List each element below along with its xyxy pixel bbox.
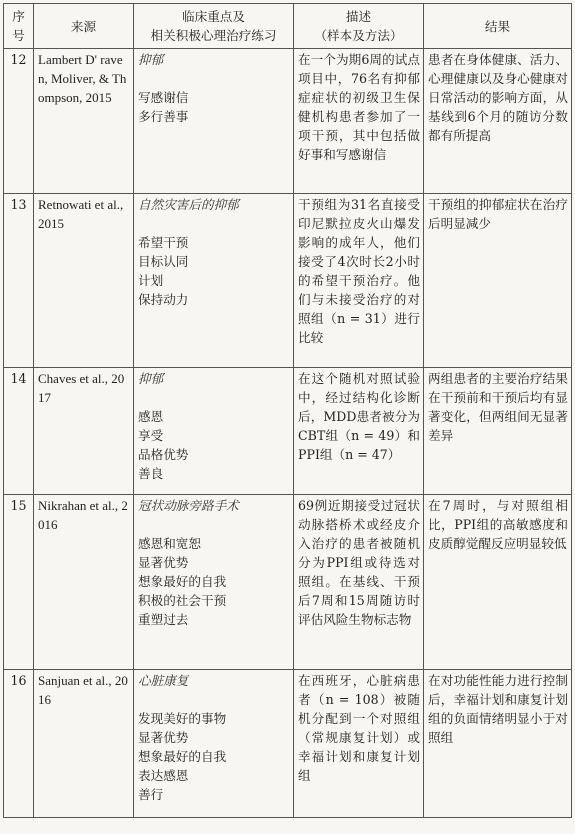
header-practice-line1: 临床重点及 — [182, 9, 245, 24]
row-description: 在一个为期6周的试点项目中，76名有抑郁症症状的初级卫生保健机构患者参加了一项干预，其中包括做好事和写感谢信 — [294, 49, 424, 194]
row-no: 15 — [4, 495, 34, 670]
exercise-item: 多行善事 — [138, 109, 189, 124]
row-result: 干预组的抑郁症状在治疗后明显减少 — [424, 194, 572, 368]
table-row — [4, 194, 572, 368]
exercise-item: 写感谢信 — [138, 90, 189, 105]
header-practice-line2: 相关积极心理治疗练习 — [150, 28, 277, 43]
row-result: 患者在身体健康、活力、心理健康以及身心健康对日常活动的影响方面，从基线到6个月的随访分数都有所提高 — [424, 49, 572, 194]
exercise-item: 想象最好的自我 — [138, 574, 227, 589]
row-description: 在这个随机对照试验中，经过结构化诊断后，MDD患者被分为CBT组（n = 49）和PPI组（n = 47） — [294, 368, 424, 495]
row-description: 干预组为31名直接受印尼默拉皮火山爆发影响的成年人，他们接受了4次时长2小时的希望干预治疗。他们与未接受治疗的对照组（n = 31）进行比较 — [294, 194, 424, 368]
header-description — [294, 4, 424, 49]
exercise-item: 感恩和宽恕 — [138, 536, 201, 551]
exercise-item: 想象最好的自我 — [138, 749, 227, 764]
exercise-item: 表达感恩 — [138, 768, 189, 783]
row-practice — [134, 49, 294, 194]
row-no: 16 — [4, 670, 34, 818]
row-no: 14 — [4, 368, 34, 495]
header-desc-line2: （样本及方法） — [314, 28, 403, 43]
exercise-item: 保持动力 — [138, 292, 189, 307]
header-result: 结果 — [424, 4, 572, 49]
row-source: Retnowati et al., 2015 — [34, 194, 134, 368]
exercise-item: 品格优势 — [138, 447, 189, 462]
row-description: 69例近期接受过冠状动脉搭桥术或经皮介入治疗的患者被随机分为PPI组或待选对照组。在基线、干预后7周和15周随访时评估风险生物标志物 — [294, 495, 424, 670]
row-source: Nikrahan et al., 2016 — [34, 495, 134, 670]
clinical-focus: 抑郁 — [138, 52, 164, 67]
row-source: Chaves et al., 2017 — [34, 368, 134, 495]
exercise-item: 希望干预 — [138, 235, 189, 250]
table-row — [4, 368, 572, 495]
table-row — [4, 495, 572, 670]
exercise-item: 重塑过去 — [138, 612, 189, 627]
row-result: 在7周时，与对照组相比，PPI组的高敏感度和皮质醇觉醒反应明显较低 — [424, 495, 572, 670]
row-source: Sanjuan et al., 2016 — [34, 670, 134, 818]
row-practice — [134, 670, 294, 818]
row-description: 在西班牙，心脏病患者（n = 108）被随机分配到一个对照组（常规康复计划）或幸福计划和康复计划组 — [294, 670, 424, 818]
header-desc-line1: 描述 — [345, 9, 372, 24]
row-no: 13 — [4, 194, 34, 368]
header-no: 序号 — [4, 4, 34, 49]
clinical-focus: 冠状动脉旁路手术 — [138, 498, 239, 513]
exercise-item: 善行 — [138, 787, 164, 802]
clinical-focus: 自然灾害后的抑郁 — [138, 197, 239, 212]
header-source: 来源 — [34, 4, 134, 49]
row-practice — [134, 194, 294, 368]
exercise-item: 享受 — [138, 428, 164, 443]
exercise-item: 发现美好的事物 — [138, 711, 227, 726]
exercise-item: 目标认同 — [138, 254, 189, 269]
row-practice — [134, 368, 294, 495]
row-result: 两组患者的主要治疗结果在干预前和干预后均有显著变化，但两组间无显著差异 — [424, 368, 572, 495]
clinical-focus: 抑郁 — [138, 371, 164, 386]
table-row — [4, 670, 572, 818]
row-no: 12 — [4, 49, 34, 194]
row-result: 在对功能性能力进行控制后，幸福计划和康复计划组的负面情绪明显小于对照组 — [424, 670, 572, 818]
exercise-item: 显著优势 — [138, 730, 189, 745]
exercise-item: 积极的社会干预 — [138, 593, 227, 608]
header-row — [4, 4, 572, 49]
exercise-item: 计划 — [138, 273, 164, 288]
row-practice — [134, 495, 294, 670]
row-source: Lambert D' raven, Moliver, & Thompson, 2015 — [34, 49, 134, 194]
clinical-focus: 心脏康复 — [138, 673, 189, 688]
study-table — [3, 3, 572, 818]
table-row — [4, 49, 572, 194]
header-practice — [134, 4, 294, 49]
exercise-item: 显著优势 — [138, 555, 189, 570]
exercise-item: 感恩 — [138, 409, 164, 424]
exercise-item: 善良 — [138, 466, 164, 481]
